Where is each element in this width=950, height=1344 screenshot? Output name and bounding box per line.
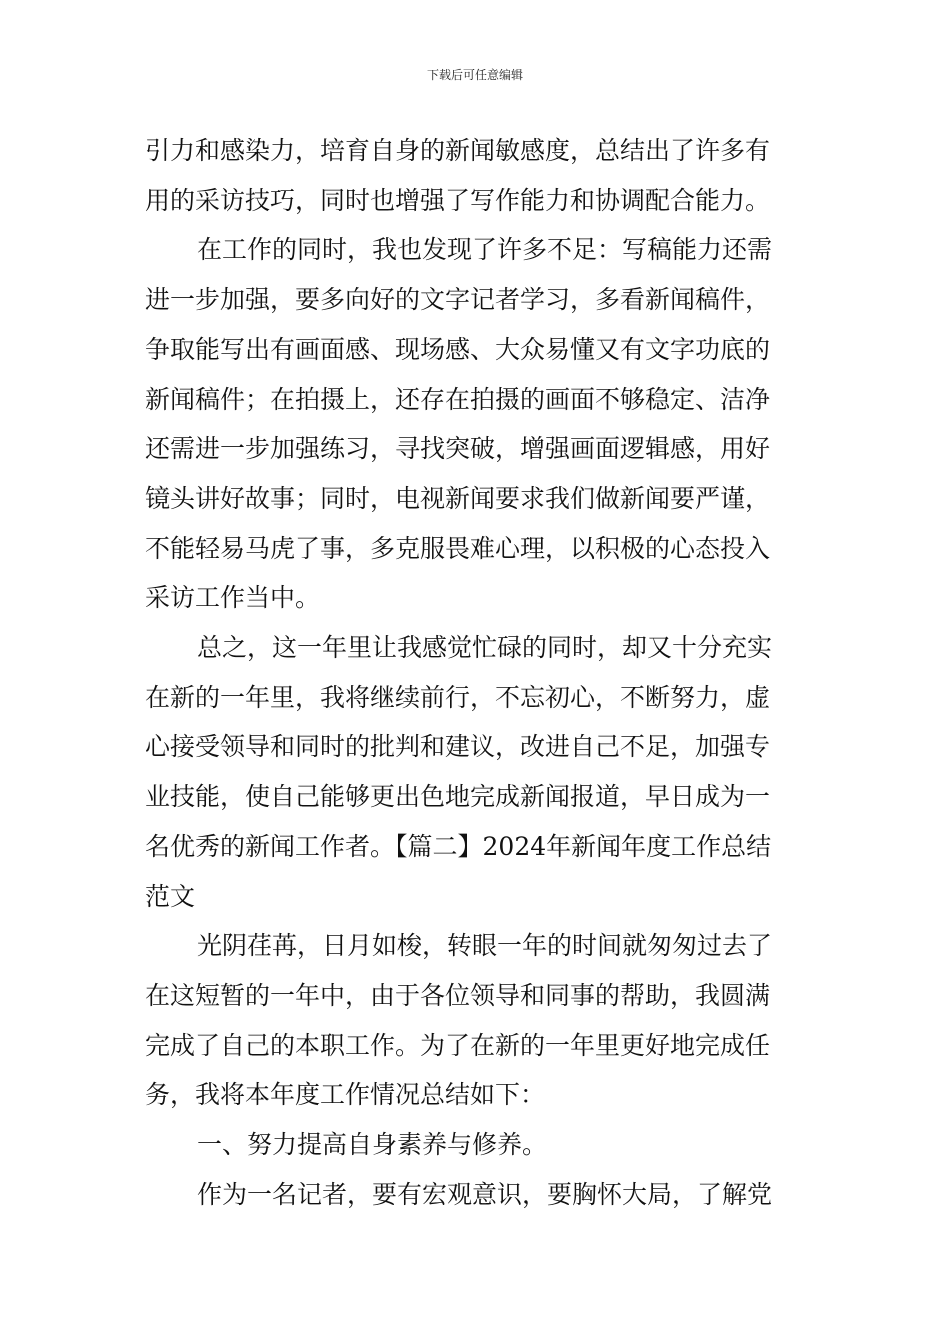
text-line: 采访工作当中。 xyxy=(145,583,321,613)
text-line: 光阴荏苒，日月如梭，转眼一年的时间就匆匆过去了 xyxy=(197,931,773,961)
text-line: 在这短暂的一年中，由于各位领导和同事的帮助，我圆满 xyxy=(145,980,771,1010)
text-line: 范文 xyxy=(145,881,196,911)
text-line: 引力和感染力，培育自身的新闻敏感度，总结出了许多有 xyxy=(145,136,771,165)
text-line: 不能轻易马虎了事，多克服畏难心理，以积极的心态投入 xyxy=(145,533,771,563)
text-line: 作为一名记者，要有宏观意识，要胸怀大局，了解党 xyxy=(197,1179,773,1209)
text-line: 还需进一步加强练习，寻找突破，增强画面逻辑感，用好 xyxy=(145,434,771,464)
document-body xyxy=(145,126,807,1219)
text-line: 新闻稿件；在拍摄上，还存在拍摄的画面不够稳定、洁净 xyxy=(145,384,771,414)
text-line: 心接受领导和同时的批判和建议，改进自己不足，加强专 xyxy=(145,732,771,762)
text-line: 一、努力提高自身素养与修养。 xyxy=(197,1130,548,1160)
text-line: 镜头讲好故事；同时，电视新闻要求我们做新闻要严谨， xyxy=(145,483,771,513)
page-header: 下载后可任意编辑 xyxy=(426,68,523,82)
text-line: 务，我将本年度工作情况总结如下： xyxy=(145,1080,546,1110)
text-line: 进一步加强，要多向好的文字记者学习，多看新闻稿件， xyxy=(145,285,771,315)
text-line: 总之，这一年里让我感觉忙碌的同时，却又十分充实 xyxy=(197,633,773,663)
text-line: 在工作的同时，我也发现了许多不足：写稿能力还需 xyxy=(197,235,773,265)
text-line: 在新的一年里，我将继续前行，不忘初心，不断努力，虚 xyxy=(145,682,771,712)
text-line: 争取能写出有画面感、现场感、大众易懂又有文字功底的 xyxy=(145,334,771,364)
text-line: 用的采访技巧，同时也增强了写作能力和协调配合能力。 xyxy=(145,185,771,215)
text-line: 业技能，使自己能够更出色地完成新闻报道，早日成为一 xyxy=(145,782,771,812)
text-line: 完成了自己的本职工作。为了在新的一年里更好地完成任 xyxy=(145,1030,771,1060)
text-line: 名优秀的新闻工作者。【篇二】2024年新闻年度工作总结 xyxy=(145,831,772,861)
